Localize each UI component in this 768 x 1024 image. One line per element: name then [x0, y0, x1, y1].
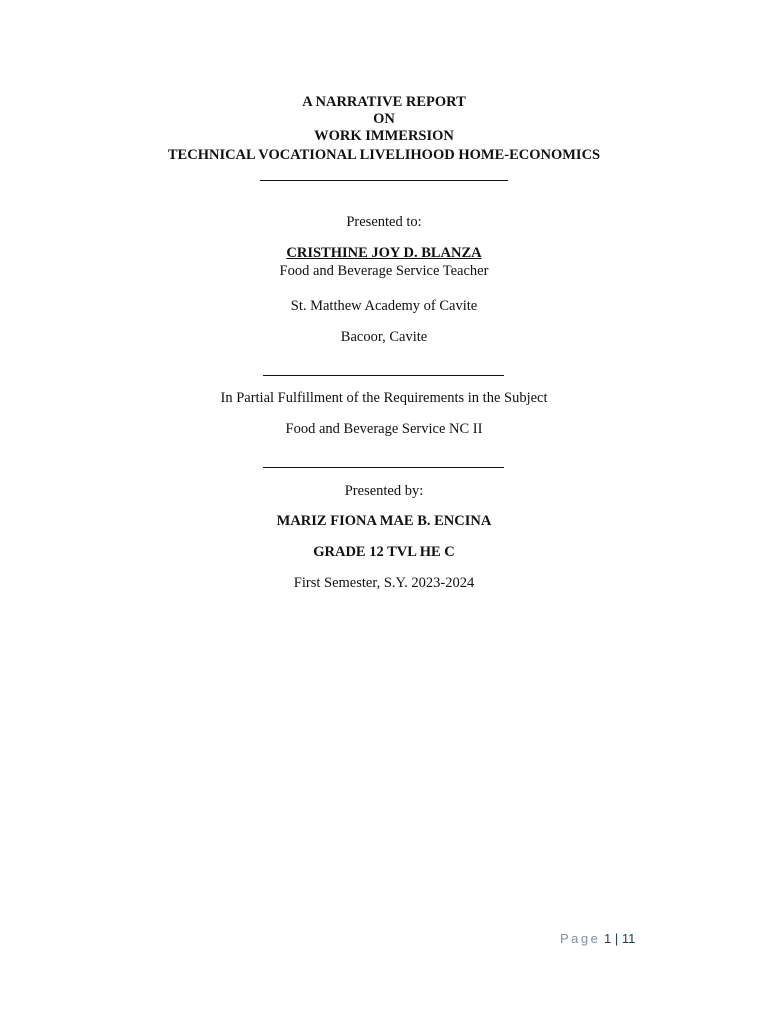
total-pages: 11	[621, 931, 636, 946]
section-divider-1	[263, 375, 504, 376]
presented-to-label: Presented to:	[346, 214, 422, 230]
section-divider-2	[263, 467, 504, 468]
page-footer	[560, 930, 680, 947]
page-separator: |	[614, 931, 619, 946]
teacher-role: Food and Beverage Service Teacher	[279, 263, 489, 279]
fulfillment-line-2: Food and Beverage Service NC II	[285, 421, 483, 437]
page-word: Page	[560, 931, 601, 946]
title-line-3: WORK IMMERSION	[314, 128, 454, 144]
student-name: MARIZ FIONA MAE B. ENCINA	[276, 513, 492, 529]
teacher-name	[0, 245, 768, 262]
title-line-4: TECHNICAL VOCATIONAL LIVELIHOOD HOME-ECONOMICS	[167, 147, 601, 163]
school-name: St. Matthew Academy of Cavite	[290, 298, 478, 314]
teacher-name-text: CRISTHINE JOY D. BLANZA	[286, 245, 482, 261]
school-location: Bacoor, Cavite	[340, 329, 428, 345]
presented-by-label: Presented by:	[344, 483, 424, 499]
grade-section: GRADE 12 TVL HE C	[313, 544, 455, 560]
fulfillment-line-1: In Partial Fulfillment of the Requirements in the Subject	[220, 390, 548, 406]
title-line-2: ON	[373, 111, 395, 127]
semester: First Semester, S.Y. 2023-2024	[293, 575, 475, 591]
title-divider	[260, 180, 508, 181]
title-line-1: A NARRATIVE REPORT	[302, 94, 466, 110]
page-number: 1	[604, 931, 612, 946]
